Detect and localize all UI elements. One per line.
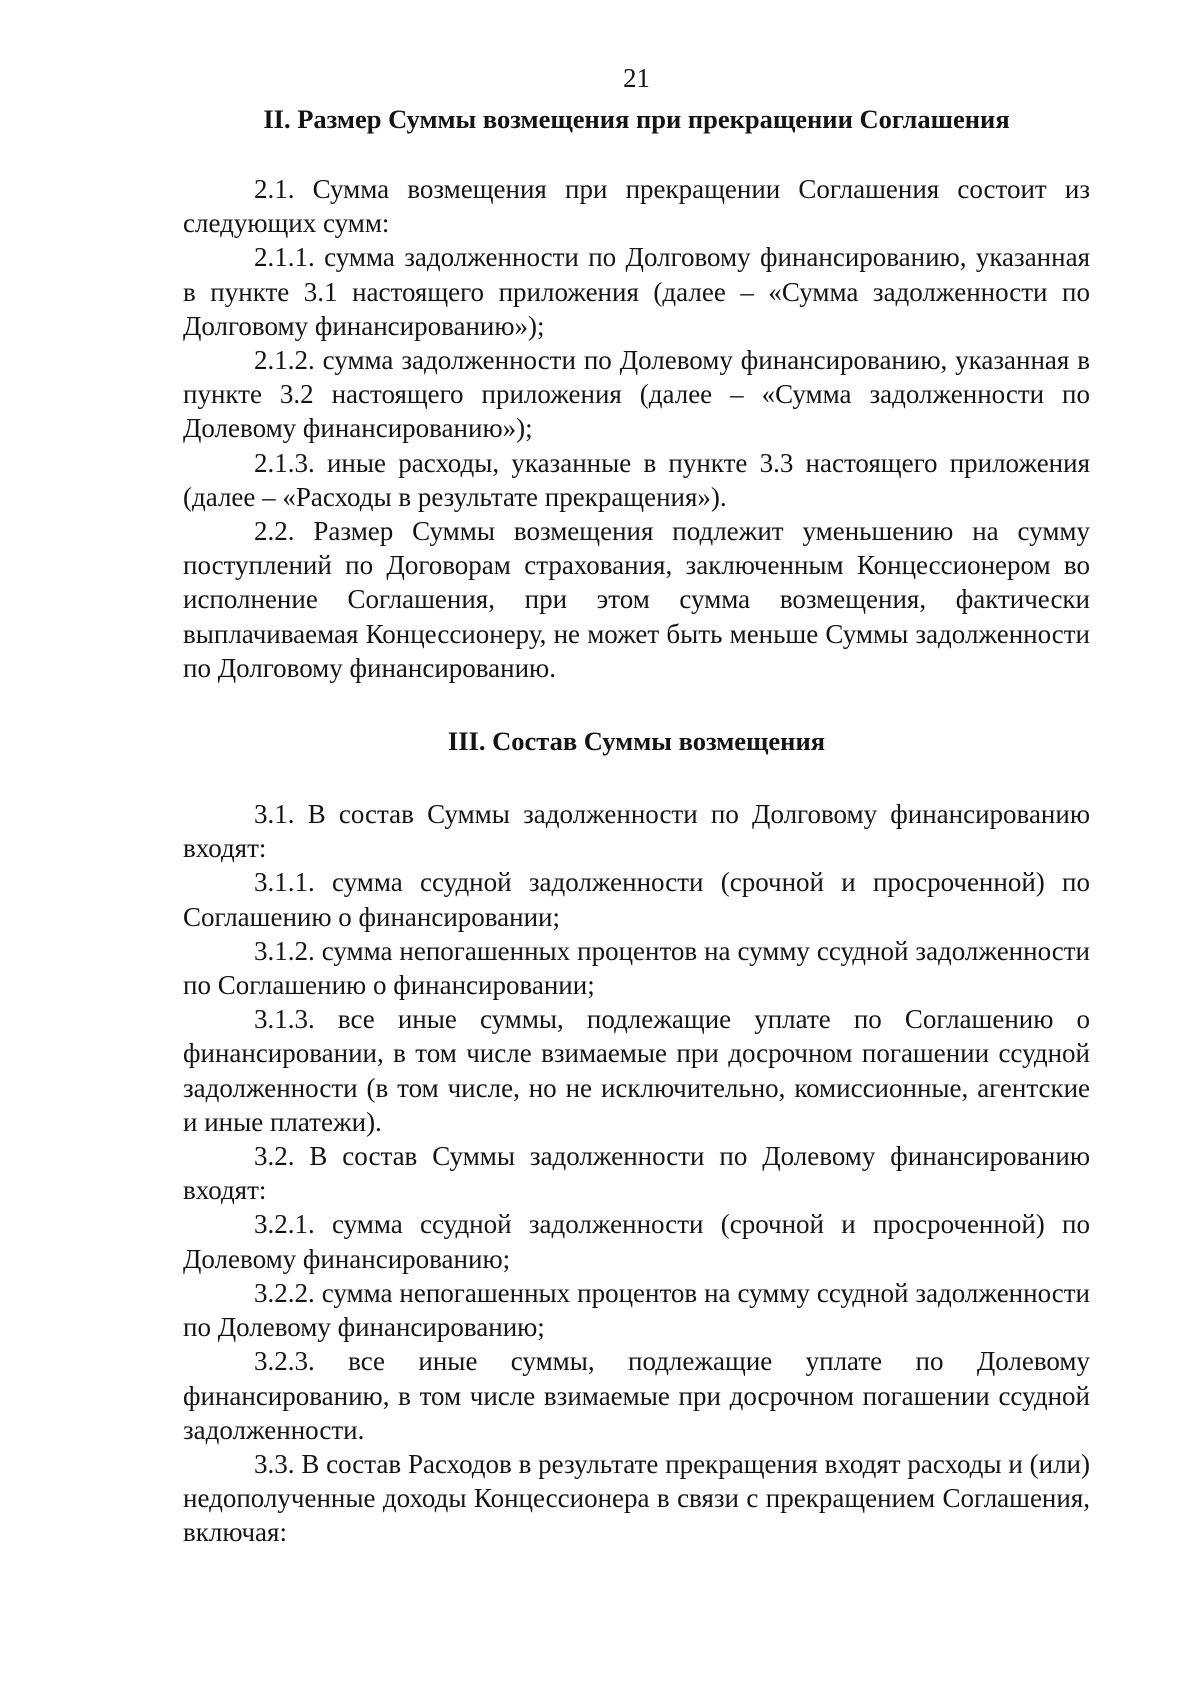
paragraph-3-1-1: 3.1.1. сумма ссудной задолженности (срочной и просроченной) по Соглашению о финансировании;	[183, 867, 1090, 932]
section-2-body	[183, 172, 1090, 685]
paragraph-2-1: 2.1. Сумма возмещения при прекращении Соглашения состоит из следующих сумм:	[183, 174, 1090, 239]
paragraph-3-2-2: 3.2.2. сумма непогашенных процентов на сумму ссудной задолженности по Долевому финансированию;	[183, 1277, 1090, 1343]
paragraph-3-3: 3.3. В состав Расходов в результате прекращения входят расходы и (или) недополученные доходы Концессионера в связи с прекращением Соглашения, включая:	[183, 1448, 1090, 1548]
paragraph-3-1-3: 3.1.3. все иные суммы, подлежащие уплате по Соглашению о финансировании, в том числе взимаемые при досрочном погашении ссудной задолженности (в том числе, но не исключительно, комиссионные, агентские и иные платежи).	[183, 1004, 1090, 1137]
section-3-title: III. Состав Суммы возмещения	[447, 726, 826, 757]
paragraph-3-2-1: 3.2.1. сумма ссудной задолженности (срочной и просроченной) по Долевому финансированию;	[183, 1209, 1090, 1274]
paragraph-3-1-2: 3.1.2. сумма непогашенных процентов на сумму ссудной задолженности по Соглашению о финансировании;	[183, 935, 1090, 1001]
paragraph-2-1-3: 2.1.3. иные расходы, указанные в пункте 3.3 настоящего приложения (далее – «Расходы в результате прекращения»).	[183, 447, 1090, 512]
paragraph-2-1-1: 2.1.1. сумма задолженности по Долговому финансированию, указанная в пункте 3.1 настоящего приложения (далее – «Сумма задолженности по Долговому финансированию»);	[183, 242, 1090, 341]
section-2-title: II. Размер Суммы возмещения при прекращении Соглашения	[263, 104, 1010, 134]
page-number: 21	[623, 63, 650, 93]
paragraph-2-2: 2.2. Размер Суммы возмещения подлежит уменьшению на сумму поступлений по Договорам страхования, заключенным Концессионером во исполнение Соглашения, при этом сумма возмещения, фактически выплачиваемая Концессионеру, не может быть меньше Суммы задолженности по Долговому финансированию.	[183, 516, 1090, 683]
paragraph-3-1: 3.1. В состав Суммы задолженности по Долговому финансированию входят:	[183, 799, 1090, 864]
document-page	[183, 58, 1090, 1550]
paragraph-2-1-2: 2.1.2. сумма задолженности по Долевому финансированию, указанная в пункте 3.2 настоящего приложения (далее – «Сумма задолженности по Долевому финансированию»);	[183, 345, 1090, 444]
section-3-body	[183, 797, 1090, 1549]
paragraph-3-2: 3.2. В состав Суммы задолженности по Долевому финансированию входят:	[183, 1141, 1090, 1206]
paragraph-3-2-3: 3.2.3. все иные суммы, подлежащие уплате по Долевому финансированию, в том числе взимаемые при досрочном погашении ссудной задолженности.	[183, 1346, 1090, 1445]
